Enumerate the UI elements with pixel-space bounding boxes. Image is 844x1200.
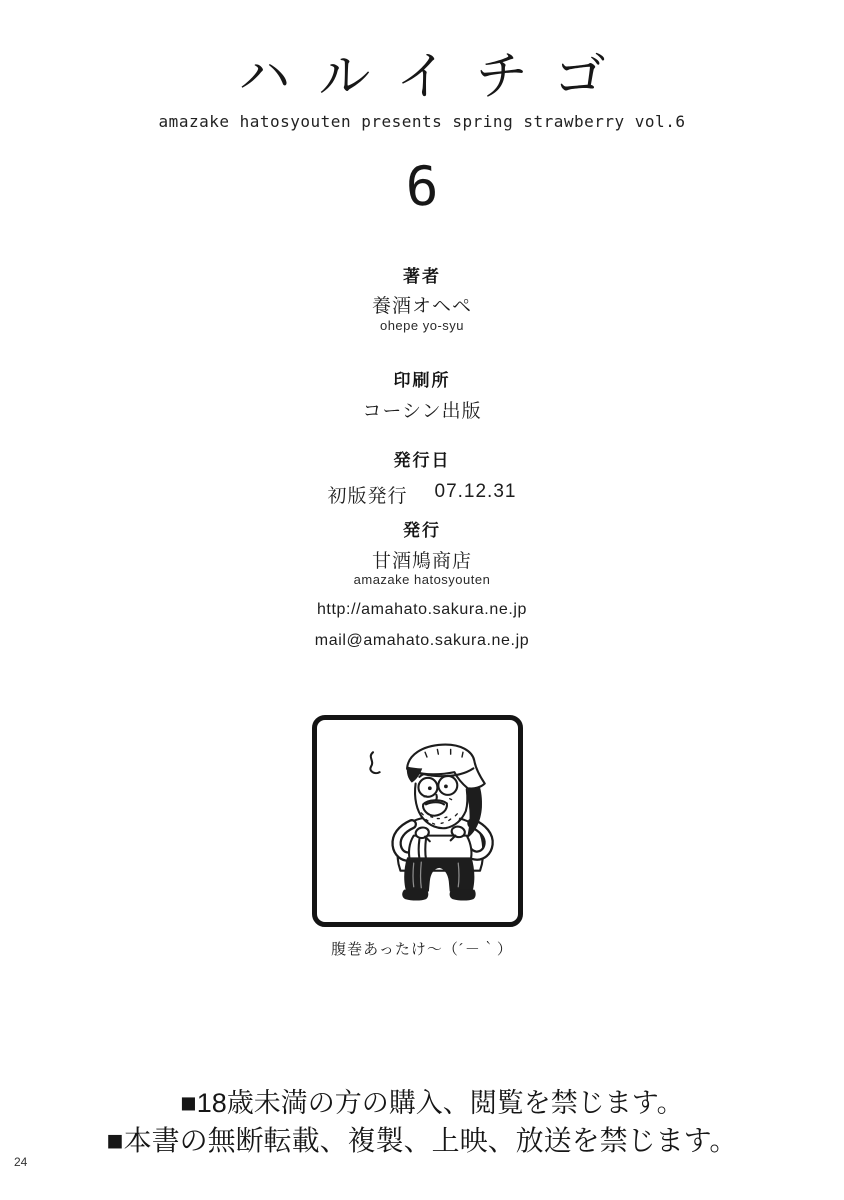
author-self-portrait-drawing [318, 721, 517, 919]
illustration-frame [312, 715, 523, 927]
publisher-heading: 発行 [403, 521, 441, 540]
shoes [402, 890, 428, 901]
author-name: 養酒オヘペ [371, 296, 472, 317]
book-title: ハルイチゴ [238, 48, 634, 106]
age-restriction-notice: ■18歳未満の方の購入、閲覧を禁じます。 [180, 1088, 684, 1118]
printer-name: コーシン出版 [362, 401, 482, 422]
publisher-romaji: amazake hatosyouten [353, 572, 491, 587]
publish-date-value: 07.12.31 [434, 481, 517, 502]
squiggle-mark [370, 752, 379, 773]
printer-heading: 印刷所 [393, 371, 451, 390]
publisher-website: http://amahato.sakura.ne.jp [316, 601, 528, 618]
publish-date-line [0, 481, 844, 508]
book-subtitle: amazake hatosyouten presents spring strawberry vol.6 [158, 112, 686, 131]
publish-date-heading: 発行日 [393, 451, 451, 470]
publisher-email: mail@amahato.sakura.ne.jp [314, 632, 530, 649]
page-number: 24 [14, 1155, 28, 1169]
author-romaji: ohepe yo-syu [379, 318, 465, 333]
illustration-caption: 腹巻あったけ～（´－｀） [331, 941, 513, 958]
publisher-name: 甘酒鳩商店 [371, 551, 472, 572]
copyright-notice: ■本書の無断転載、複製、上映、放送を禁じます。 [106, 1125, 738, 1156]
pants [404, 857, 474, 891]
author-heading: 著者 [403, 267, 441, 286]
glasses [418, 778, 437, 797]
volume-number: 6 [404, 154, 440, 219]
edition-label: 初版発行 [327, 486, 408, 507]
